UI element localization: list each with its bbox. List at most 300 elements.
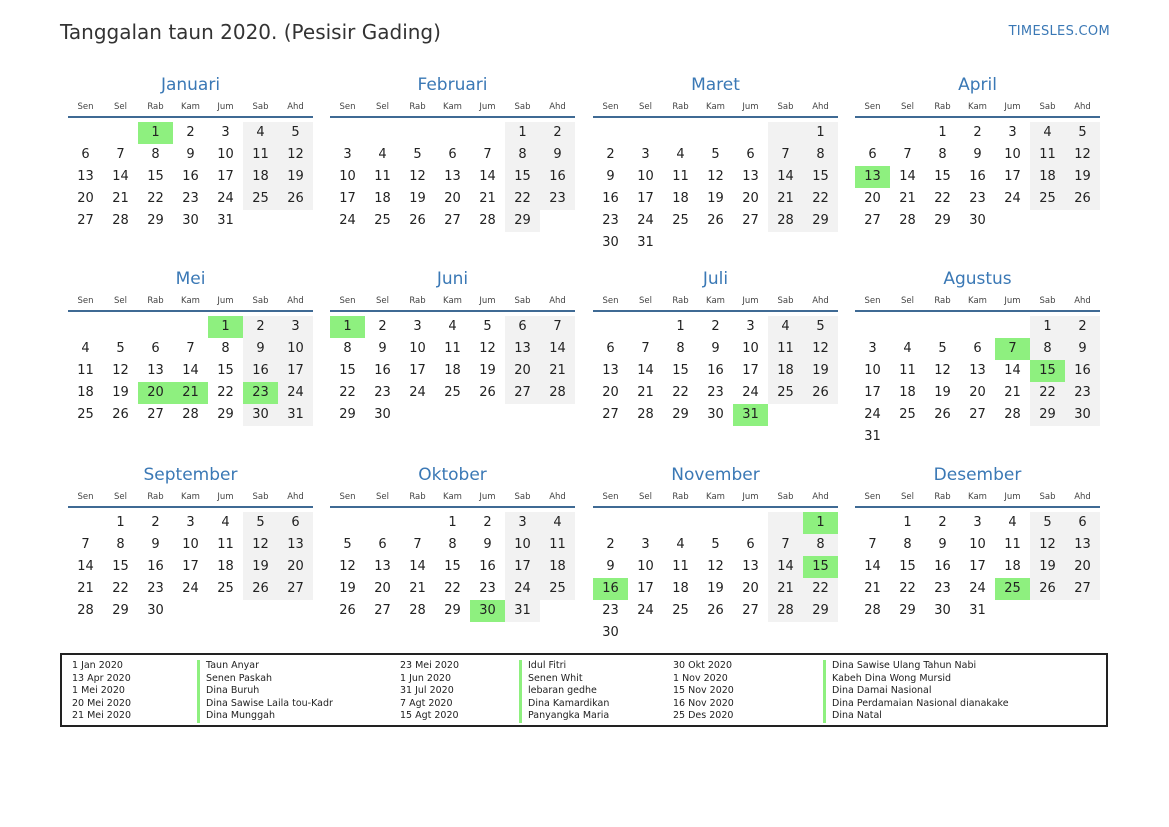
day-cell: 12 xyxy=(339,559,356,574)
day-cell: 22 xyxy=(803,578,838,600)
day-cell: 13 xyxy=(147,363,164,378)
weekday-label: Sen xyxy=(602,102,619,112)
day-cell: 11 xyxy=(1030,144,1065,166)
day-cell: 19 xyxy=(339,581,356,596)
day-cell: 30 xyxy=(602,625,619,640)
day-grid xyxy=(593,316,838,426)
month-divider xyxy=(68,310,313,312)
legend-holiday-name: lebaran gedhe xyxy=(519,685,609,698)
day-cell-empty xyxy=(890,122,925,144)
day-cell: 29 xyxy=(505,210,540,232)
weekday-header xyxy=(593,100,838,114)
month-agustus xyxy=(855,268,1100,448)
holiday-cell: 13 xyxy=(855,166,890,188)
day-cell: 9 xyxy=(186,147,195,162)
day-cell: 20 xyxy=(742,191,759,206)
month-divider xyxy=(855,310,1100,312)
day-cell: 29 xyxy=(147,213,164,228)
day-cell: 8 xyxy=(803,144,838,166)
day-cell: 13 xyxy=(602,363,619,378)
weekday-label: Sab xyxy=(1039,296,1056,306)
day-cell-empty xyxy=(768,512,803,534)
month-divider xyxy=(330,310,575,312)
day-cell-empty xyxy=(330,122,365,144)
day-cell: 22 xyxy=(444,581,461,596)
day-cell: 14 xyxy=(112,169,129,184)
day-cell: 7 xyxy=(81,537,90,552)
day-cell-empty xyxy=(698,122,733,144)
day-cell: 21 xyxy=(768,188,803,210)
day-cell: 9 xyxy=(540,144,575,166)
day-cell-empty xyxy=(855,316,890,338)
day-cell: 12 xyxy=(707,169,724,184)
day-cell: 6 xyxy=(746,537,755,552)
month-divider xyxy=(593,506,838,508)
page-title: Tanggalan taun 2020. (Pesisir Gading) xyxy=(60,20,441,44)
day-cell: 29 xyxy=(1030,404,1065,426)
weekday-label: Jum xyxy=(217,296,234,306)
day-cell: 30 xyxy=(182,213,199,228)
month-name: September xyxy=(143,465,238,485)
day-cell: 21 xyxy=(637,385,654,400)
day-cell: 24 xyxy=(182,581,199,596)
day-cell: 24 xyxy=(969,581,986,596)
day-cell-empty xyxy=(278,210,313,232)
day-cell: 21 xyxy=(1004,385,1021,400)
weekday-label: Kam xyxy=(443,102,462,112)
day-cell: 27 xyxy=(374,603,391,618)
weekday-header xyxy=(855,294,1100,308)
day-cell: 17 xyxy=(182,559,199,574)
weekday-label: Rab xyxy=(409,492,426,502)
weekday-label: Ahd xyxy=(287,296,304,306)
weekday-label: Sab xyxy=(252,102,269,112)
legend-date: 31 Jul 2020 xyxy=(400,685,454,697)
day-cell: 18 xyxy=(1004,559,1021,574)
day-cell: 18 xyxy=(899,385,916,400)
weekday-header xyxy=(330,100,575,114)
day-cell: 1 xyxy=(448,515,457,530)
day-cell-empty xyxy=(243,210,278,232)
weekday-header xyxy=(330,294,575,308)
day-cell: 13 xyxy=(969,363,986,378)
day-cell: 5 xyxy=(116,341,125,356)
day-cell: 31 xyxy=(217,213,234,228)
day-cell: 16 xyxy=(969,169,986,184)
weekday-label: Sab xyxy=(514,102,531,112)
day-cell: 13 xyxy=(742,169,759,184)
day-cell: 30 xyxy=(147,603,164,618)
weekday-label: Rab xyxy=(934,492,951,502)
weekday-label: Rab xyxy=(409,102,426,112)
day-cell: 13 xyxy=(374,559,391,574)
day-cell: 1 xyxy=(1030,316,1065,338)
weekday-label: Jum xyxy=(742,102,759,112)
day-cell: 28 xyxy=(112,213,129,228)
day-cell: 27 xyxy=(969,407,986,422)
day-cell: 17 xyxy=(742,363,759,378)
legend-holiday-name: Dina Natal xyxy=(823,710,1009,723)
day-cell: 6 xyxy=(973,341,982,356)
day-cell-empty xyxy=(628,512,663,534)
day-cell: 8 xyxy=(938,147,947,162)
day-cell: 24 xyxy=(339,213,356,228)
day-cell: 27 xyxy=(147,407,164,422)
day-cell: 10 xyxy=(969,537,986,552)
month-divider xyxy=(68,506,313,508)
legend-date: 30 Okt 2020 xyxy=(673,660,733,671)
day-cell: 2 xyxy=(151,515,160,530)
day-cell: 25 xyxy=(768,382,803,404)
day-cell-empty xyxy=(663,122,698,144)
day-cell: 23 xyxy=(934,581,951,596)
day-cell: 16 xyxy=(374,363,391,378)
day-cell-empty xyxy=(733,622,768,644)
day-cell: 23 xyxy=(479,581,496,596)
day-cell: 21 xyxy=(768,578,803,600)
month-divider xyxy=(330,506,575,508)
day-cell: 11 xyxy=(899,363,916,378)
day-cell: 6 xyxy=(606,341,615,356)
day-cell: 8 xyxy=(903,537,912,552)
day-cell: 1 xyxy=(505,122,540,144)
day-cell-empty xyxy=(698,232,733,254)
day-cell: 22 xyxy=(899,581,916,596)
day-cell-empty xyxy=(593,122,628,144)
day-cell: 22 xyxy=(803,188,838,210)
day-cell: 5 xyxy=(343,537,352,552)
legend-date: 1 Mei 2020 xyxy=(72,685,125,697)
weekday-label: Sel xyxy=(376,492,389,502)
legend-names-column xyxy=(519,660,609,723)
day-cell-empty xyxy=(663,512,698,534)
day-cell: 14 xyxy=(768,556,803,578)
day-grid xyxy=(330,122,575,232)
holiday-cell: 25 xyxy=(995,578,1030,600)
day-cell-empty xyxy=(1030,426,1065,448)
day-cell: 4 xyxy=(448,319,457,334)
day-cell-empty xyxy=(995,316,1030,338)
weekday-label: Rab xyxy=(147,492,164,502)
weekday-label: Jum xyxy=(217,102,234,112)
weekday-label: Rab xyxy=(672,296,689,306)
day-cell-empty xyxy=(1065,210,1100,232)
day-cell: 16 xyxy=(934,559,951,574)
day-cell: 1 xyxy=(676,319,685,334)
month-name: Juni xyxy=(436,269,469,289)
weekday-header xyxy=(855,100,1100,114)
day-cell: 29 xyxy=(339,407,356,422)
weekday-label: Ahd xyxy=(549,492,566,502)
day-cell: 17 xyxy=(217,169,234,184)
day-grid xyxy=(593,122,838,254)
day-cell: 2 xyxy=(378,319,387,334)
day-cell: 7 xyxy=(483,147,492,162)
weekday-label: Sen xyxy=(602,296,619,306)
holiday-cell: 16 xyxy=(593,578,628,600)
day-cell: 29 xyxy=(112,603,129,618)
day-cell: 31 xyxy=(505,600,540,622)
weekday-label: Jum xyxy=(479,102,496,112)
day-cell-empty xyxy=(768,122,803,144)
month-divider xyxy=(593,116,838,118)
day-cell: 8 xyxy=(116,537,125,552)
day-cell: 26 xyxy=(243,578,278,600)
legend-holiday-name: Dina Sawise Laila tou-Kadr xyxy=(197,698,333,711)
weekday-label: Sel xyxy=(901,492,914,502)
day-cell: 15 xyxy=(444,559,461,574)
weekday-label: Sab xyxy=(777,102,794,112)
day-cell: 12 xyxy=(278,144,313,166)
day-cell: 12 xyxy=(934,363,951,378)
legend-date: 25 Des 2020 xyxy=(673,710,734,722)
legend-date: 15 Nov 2020 xyxy=(673,685,734,697)
day-cell-empty xyxy=(1030,600,1065,622)
day-grid xyxy=(855,316,1100,448)
day-cell: 7 xyxy=(540,316,575,338)
day-cell: 21 xyxy=(899,191,916,206)
day-cell-empty xyxy=(1065,600,1100,622)
weekday-label: Ahd xyxy=(549,296,566,306)
day-cell: 26 xyxy=(707,603,724,618)
day-cell: 9 xyxy=(938,537,947,552)
legend-date: 13 Apr 2020 xyxy=(72,672,131,684)
day-cell: 26 xyxy=(1030,578,1065,600)
holiday-cell: 15 xyxy=(1030,360,1065,382)
day-cell: 30 xyxy=(1065,404,1100,426)
day-cell: 7 xyxy=(903,147,912,162)
day-cell: 31 xyxy=(637,235,654,250)
day-cell: 9 xyxy=(483,537,492,552)
day-cell: 21 xyxy=(112,191,129,206)
day-cell: 2 xyxy=(606,147,615,162)
day-cell-empty xyxy=(995,600,1030,622)
weekday-header xyxy=(593,490,838,504)
day-cell: 18 xyxy=(374,191,391,206)
day-cell: 28 xyxy=(864,603,881,618)
weekday-label: Sel xyxy=(114,492,127,502)
weekday-label: Kam xyxy=(181,102,200,112)
weekday-label: Sel xyxy=(376,102,389,112)
month-name: Februari xyxy=(417,75,488,95)
day-cell-empty xyxy=(768,622,803,644)
site-link[interactable]: TIMESLES.COM xyxy=(1008,24,1110,39)
day-cell: 3 xyxy=(1008,125,1017,140)
day-cell-empty xyxy=(733,122,768,144)
month-name: Maret xyxy=(691,75,740,95)
day-grid xyxy=(68,316,313,426)
day-cell: 25 xyxy=(77,407,94,422)
weekday-label: Jum xyxy=(1004,102,1021,112)
day-cell: 11 xyxy=(1004,537,1021,552)
day-cell: 27 xyxy=(742,603,759,618)
day-cell: 19 xyxy=(707,581,724,596)
day-cell: 13 xyxy=(77,169,94,184)
legend-names-column xyxy=(197,660,333,723)
weekday-label: Kam xyxy=(181,492,200,502)
day-cell: 4 xyxy=(676,537,685,552)
weekday-label: Ahd xyxy=(812,102,829,112)
day-cell: 17 xyxy=(864,385,881,400)
legend-dates-column xyxy=(673,660,734,723)
day-cell: 22 xyxy=(217,385,234,400)
weekday-header xyxy=(68,294,313,308)
day-cell: 28 xyxy=(540,382,575,404)
month-oktober xyxy=(330,464,575,622)
day-cell: 17 xyxy=(1004,169,1021,184)
weekday-label: Rab xyxy=(147,296,164,306)
day-cell: 29 xyxy=(803,210,838,232)
day-cell-empty xyxy=(173,600,208,622)
day-cell: 9 xyxy=(243,338,278,360)
weekday-label: Rab xyxy=(147,102,164,112)
day-cell-empty xyxy=(173,316,208,338)
day-cell: 1 xyxy=(116,515,125,530)
holiday-cell: 1 xyxy=(138,122,173,144)
day-cell: 12 xyxy=(803,338,838,360)
day-cell: 5 xyxy=(711,537,720,552)
day-cell: 9 xyxy=(606,169,615,184)
day-cell-empty xyxy=(890,426,925,448)
weekday-label: Jum xyxy=(479,492,496,502)
day-cell: 29 xyxy=(672,407,689,422)
day-cell: 7 xyxy=(768,144,803,166)
weekday-label: Sab xyxy=(252,296,269,306)
day-cell: 2 xyxy=(483,515,492,530)
weekday-label: Sab xyxy=(777,296,794,306)
day-cell: 30 xyxy=(934,603,951,618)
month-divider xyxy=(68,116,313,118)
day-cell: 28 xyxy=(77,603,94,618)
day-cell: 25 xyxy=(672,213,689,228)
day-cell-empty xyxy=(1030,210,1065,232)
day-cell: 27 xyxy=(742,213,759,228)
day-cell: 16 xyxy=(182,169,199,184)
weekday-label: Ahd xyxy=(287,492,304,502)
day-cell: 26 xyxy=(707,213,724,228)
day-cell-empty xyxy=(925,316,960,338)
day-cell: 30 xyxy=(707,407,724,422)
day-cell: 17 xyxy=(637,581,654,596)
day-cell: 29 xyxy=(899,603,916,618)
day-grid xyxy=(330,316,575,426)
legend-dates-column xyxy=(72,660,131,723)
day-cell: 8 xyxy=(1030,338,1065,360)
day-cell: 12 xyxy=(243,534,278,556)
month-april xyxy=(855,74,1100,232)
day-cell: 20 xyxy=(742,581,759,596)
day-cell: 15 xyxy=(339,363,356,378)
day-cell: 3 xyxy=(973,515,982,530)
day-cell-empty xyxy=(540,210,575,232)
holiday-cell: 31 xyxy=(733,404,768,426)
day-cell: 14 xyxy=(77,559,94,574)
day-cell: 28 xyxy=(1004,407,1021,422)
day-cell: 14 xyxy=(479,169,496,184)
holiday-cell: 15 xyxy=(803,556,838,578)
month-juli xyxy=(593,268,838,426)
weekday-label: Sab xyxy=(1039,492,1056,502)
day-cell: 26 xyxy=(409,213,426,228)
weekday-label: Ahd xyxy=(287,102,304,112)
day-cell: 20 xyxy=(1065,556,1100,578)
month-name: Mei xyxy=(175,269,206,289)
day-cell: 10 xyxy=(742,341,759,356)
weekday-label: Kam xyxy=(443,296,462,306)
day-cell-empty xyxy=(733,232,768,254)
weekday-label: Ahd xyxy=(1074,296,1091,306)
month-september xyxy=(68,464,313,622)
legend-holiday-name: Panyangka Maria xyxy=(519,710,609,723)
day-cell: 26 xyxy=(278,188,313,210)
weekday-label: Ahd xyxy=(812,296,829,306)
legend-holiday-name: Dina Perdamaian Nasional dianakake xyxy=(823,698,1009,711)
day-cell-empty xyxy=(995,426,1030,448)
day-cell: 3 xyxy=(186,515,195,530)
day-cell: 18 xyxy=(672,191,689,206)
day-cell-empty xyxy=(995,210,1030,232)
weekday-label: Sel xyxy=(114,296,127,306)
legend-holiday-name: Kabeh Dina Wong Mursid xyxy=(823,673,1009,686)
day-cell-empty xyxy=(103,122,138,144)
legend-columns xyxy=(72,660,1102,724)
day-cell: 10 xyxy=(864,363,881,378)
day-cell: 23 xyxy=(602,603,619,618)
weekday-header xyxy=(68,490,313,504)
day-cell: 9 xyxy=(606,559,615,574)
day-cell-empty xyxy=(803,404,838,426)
day-cell: 8 xyxy=(448,537,457,552)
weekday-label: Sab xyxy=(252,492,269,502)
day-cell: 2 xyxy=(186,125,195,140)
day-cell: 22 xyxy=(672,385,689,400)
day-cell: 13 xyxy=(742,559,759,574)
day-cell: 23 xyxy=(147,581,164,596)
day-cell: 20 xyxy=(505,360,540,382)
weekday-label: Sel xyxy=(901,102,914,112)
day-cell: 7 xyxy=(116,147,125,162)
day-cell-empty xyxy=(243,600,278,622)
day-grid xyxy=(330,512,575,622)
month-name: April xyxy=(958,75,997,95)
day-cell: 6 xyxy=(278,512,313,534)
day-cell: 12 xyxy=(409,169,426,184)
day-cell: 19 xyxy=(243,556,278,578)
weekday-label: Sel xyxy=(901,296,914,306)
weekday-label: Jum xyxy=(217,492,234,502)
day-cell-empty xyxy=(803,622,838,644)
day-cell: 3 xyxy=(505,512,540,534)
day-grid xyxy=(68,122,313,232)
weekday-label: Sen xyxy=(864,102,881,112)
day-cell: 28 xyxy=(479,213,496,228)
day-cell-empty xyxy=(925,426,960,448)
day-cell: 27 xyxy=(505,382,540,404)
day-cell: 28 xyxy=(637,407,654,422)
day-cell: 12 xyxy=(479,341,496,356)
day-cell: 8 xyxy=(803,534,838,556)
day-cell: 20 xyxy=(374,581,391,596)
day-cell: 2 xyxy=(938,515,947,530)
day-cell: 25 xyxy=(243,188,278,210)
day-cell: 21 xyxy=(864,581,881,596)
day-cell: 11 xyxy=(540,534,575,556)
weekday-label: Sen xyxy=(77,296,94,306)
day-cell-empty xyxy=(365,122,400,144)
day-cell: 6 xyxy=(378,537,387,552)
weekday-header xyxy=(593,294,838,308)
day-cell-empty xyxy=(628,622,663,644)
